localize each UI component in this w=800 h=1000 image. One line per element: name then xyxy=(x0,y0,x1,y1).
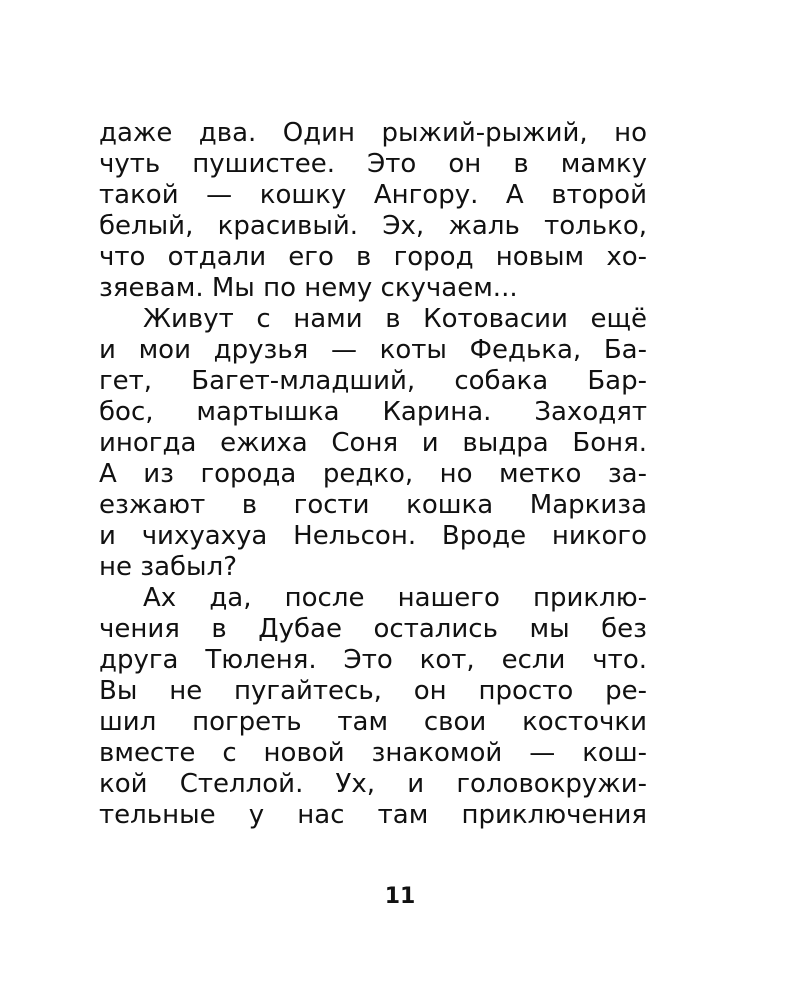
text-line: Живут с нами в Котовасии ещё xyxy=(143,304,647,334)
paragraph-1 xyxy=(99,118,647,304)
paragraph-2 xyxy=(99,304,647,583)
paragraph-3 xyxy=(99,583,647,831)
text-line: бос, мартышка Карина. Заходят xyxy=(99,397,647,427)
text-line: зяевам. Мы по нему скучаем... xyxy=(99,273,518,303)
text-line: такой — кошку Ангору. А второй xyxy=(99,180,647,210)
text-line: что отдали его в город новым хо- xyxy=(99,242,647,272)
text-line: не забыл? xyxy=(99,552,237,582)
text-line: белый, красивый. Эх, жаль только, xyxy=(99,211,647,241)
text-line: езжают в гости кошка Маркиза xyxy=(99,490,647,520)
text-line: шил погреть там свои косточки xyxy=(99,707,647,737)
text-line: иногда ежиха Соня и выдра Боня. xyxy=(99,428,647,458)
text-line: чуть пушистее. Это он в мамку xyxy=(99,149,647,179)
text-line: и мои друзья — коты Федька, Ба- xyxy=(99,335,647,365)
text-line: даже два. Один рыжий-рыжий, но xyxy=(99,118,647,148)
text-line: кой Стеллой. Ух, и головокружи- xyxy=(99,769,647,799)
text-line: тельные у нас там приключения xyxy=(99,800,647,830)
page-text xyxy=(99,118,647,831)
text-line: А из города редко, но метко за- xyxy=(99,459,647,489)
text-line: чения в Дубае остались мы без xyxy=(99,614,647,644)
page-number: 11 xyxy=(384,884,416,909)
text-line: друга Тюленя. Это кот, если что. xyxy=(99,645,647,675)
text-line: Ах да, после нашего приклю- xyxy=(143,583,647,613)
text-line: Вы не пугайтесь, он просто ре- xyxy=(99,676,647,706)
text-line: и чихуахуа Нельсон. Вроде никого xyxy=(99,521,647,551)
text-line: гет, Багет-младший, собака Бар- xyxy=(99,366,647,396)
text-line: вместе с новой знакомой — кош- xyxy=(99,738,647,768)
